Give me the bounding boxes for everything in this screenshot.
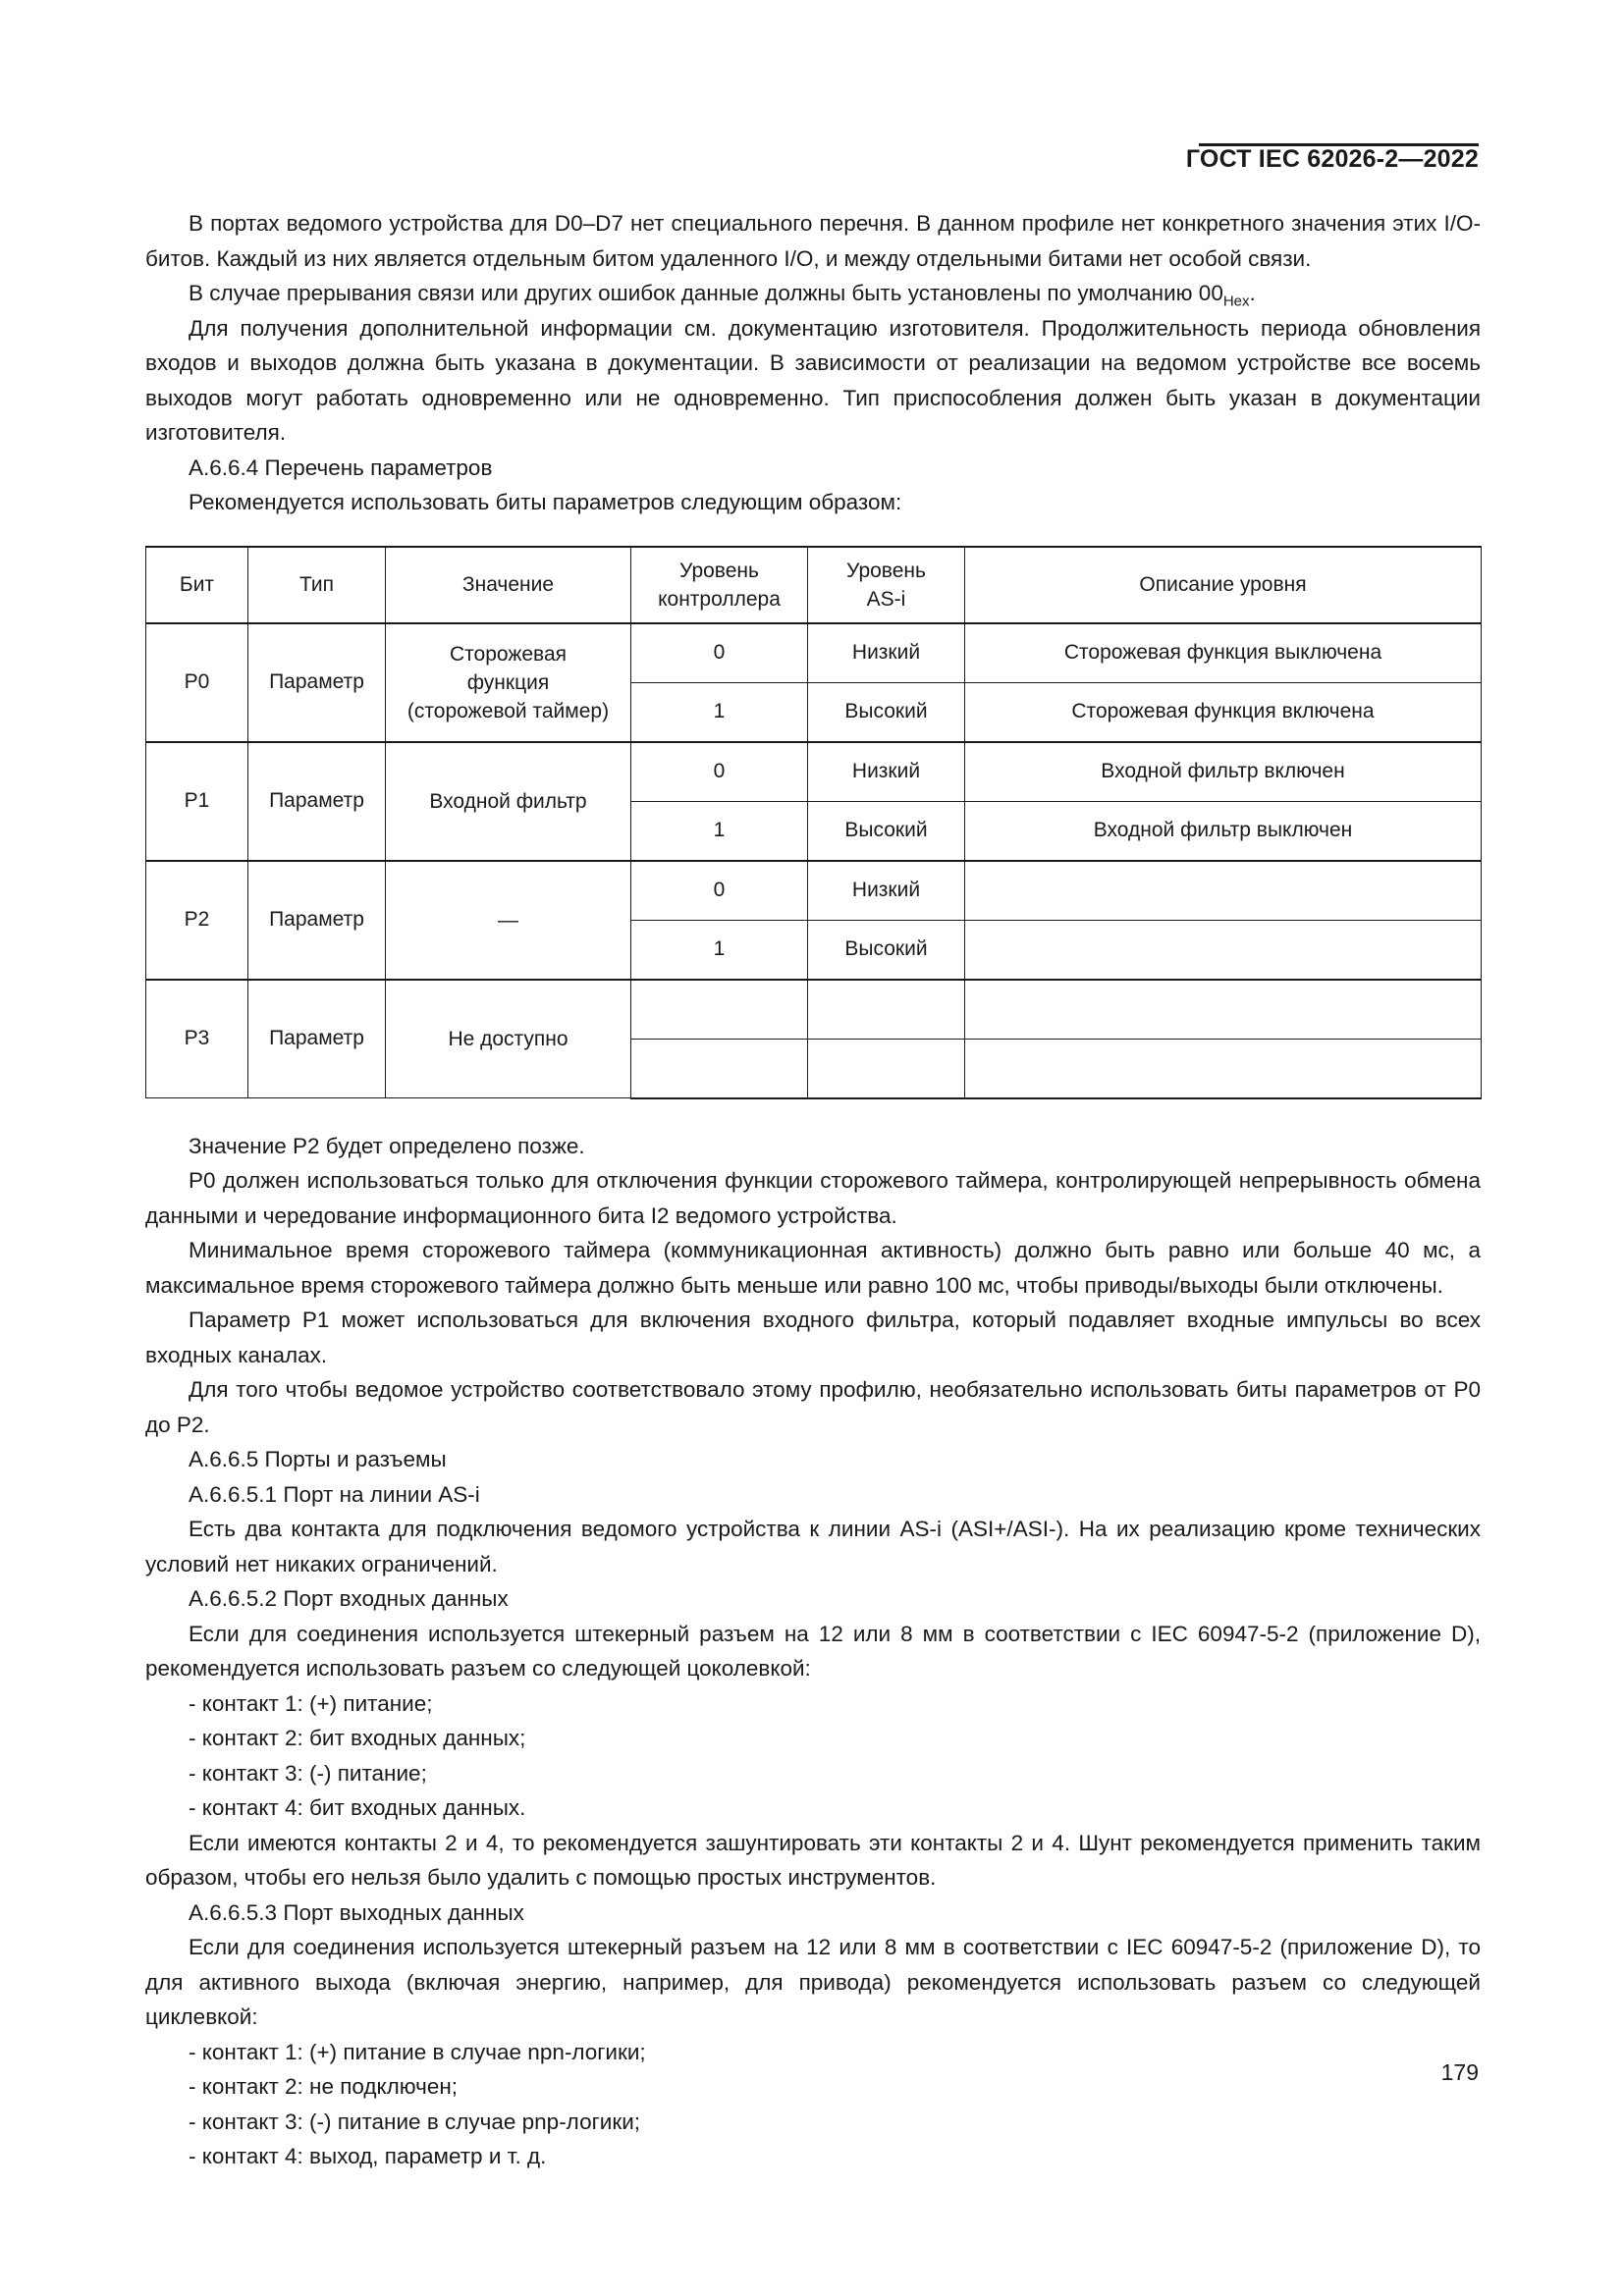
table-row — [146, 623, 1482, 683]
list-item-input-pin-1: - контакт 1: (+) питание; — [189, 1690, 433, 1716]
cell-type: Параметр — [248, 980, 386, 1098]
cell-value-line: функция — [466, 670, 550, 694]
heading-a-6-6-5-1: A.6.6.5.1 Порт на линии AS-i — [189, 1481, 480, 1507]
paragraph-default-hex — [145, 276, 1481, 311]
cell-asi-level: Высокий — [808, 920, 965, 980]
col-header-value: Значение — [386, 547, 631, 623]
list-item-input-pin-4: - контакт 4: бит входных данных. — [189, 1795, 526, 1820]
cell-value-line: Не доступно — [448, 1027, 568, 1050]
table-body — [146, 623, 1482, 1098]
cell-type: Параметр — [248, 623, 386, 742]
cell-level-description: Входной фильтр выключен — [965, 801, 1482, 861]
cell-asi-level: Высокий — [808, 801, 965, 861]
cell-level-description: Сторожевая функция выключена — [965, 623, 1482, 683]
cell-value — [386, 980, 631, 1098]
cell-level-description: Входной фильтр включен — [965, 742, 1482, 802]
list-item-output-pin-2: - контакт 2: не подключен; — [189, 2074, 459, 2099]
col-header-controller-level-line1: Уровень — [679, 559, 759, 582]
cell-controller-level: 1 — [631, 801, 808, 861]
heading-a-6-6-5-2: A.6.6.5.2 Порт входных данных — [189, 1586, 509, 1611]
cell-controller-level — [631, 980, 808, 1040]
col-header-bit: Бит — [146, 547, 248, 623]
list-item-input-pin-3: - контакт 3: (-) питание; — [189, 1760, 427, 1786]
col-header-asi-level — [808, 547, 965, 623]
cell-asi-level — [808, 980, 965, 1040]
cell-level-description — [965, 920, 1482, 980]
cell-controller-level: 1 — [631, 920, 808, 980]
cell-asi-level: Низкий — [808, 742, 965, 802]
paragraph-manufacturer-docs: Для получения дополнительной информации см. документацию изготовителя. Продолжительность периода обновления входов и выходов должна быть указана в документации. В зависимости от реализации на ведомом устройстве все восемь выходов могут работать одновременно или не одновременно. Тип приспособления должен быть указан в документации изготовителя. — [145, 315, 1481, 445]
paragraph-default-hex-text: В случае прерывания связи или других ошибок данные должны быть установлены по умолчанию 00 — [189, 281, 1223, 305]
paragraph-input-connector: Если для соединения используется штекерный разъем на 12 или 8 мм в соответствии с IEC 60947-5-2 (приложение D), рекомендуется использовать разъем со следующей цоколевкой: — [145, 1621, 1481, 1681]
cell-level-description: Сторожевая функция включена — [965, 682, 1482, 742]
cell-controller-level: 0 — [631, 623, 808, 683]
cell-level-description — [965, 980, 1482, 1040]
heading-a-6-6-4: A.6.6.4 Перечень параметров — [189, 454, 493, 480]
paragraph-shunt-pins: Если имеются контакты 2 и 4, то рекомендуется зашунтировать эти контакты 2 и 4. Шунт рекомендуется применить таким образом, чтобы его нельзя было удалить с помощью простых инструментов. — [145, 1830, 1481, 1890]
table-header-row — [146, 547, 1482, 623]
cell-type: Параметр — [248, 742, 386, 861]
cell-value-line: Входной фильтр — [429, 789, 587, 813]
cell-type: Параметр — [248, 861, 386, 980]
cell-value — [386, 861, 631, 980]
table-head — [146, 547, 1482, 623]
col-header-level-description: Описание уровня — [965, 547, 1482, 623]
paragraph-p0-watchdog: P0 должен использоваться только для отключения функции сторожевого таймера, контролирующей непрерывность обмена данными и чередование информационного бита I2 ведомого устройства. — [145, 1168, 1481, 1228]
table-row — [146, 861, 1482, 921]
cell-controller-level: 1 — [631, 682, 808, 742]
cell-bit: P1 — [146, 742, 248, 861]
col-header-asi-level-line2: AS-i — [866, 587, 906, 611]
cell-level-description — [965, 1039, 1482, 1098]
list-item-output-pin-4: - контакт 4: выход, параметр и т. д. — [189, 2144, 547, 2168]
table-row — [146, 742, 1482, 802]
table-row — [146, 980, 1482, 1040]
page-number: 179 — [1440, 2059, 1479, 2085]
cell-value — [386, 742, 631, 861]
col-header-asi-level-line1: Уровень — [846, 559, 926, 582]
heading-a-6-6-5-3: A.6.6.5.3 Порт выходных данных — [189, 1899, 524, 1925]
parameter-table-wrap — [145, 546, 1481, 1099]
cell-asi-level: Низкий — [808, 861, 965, 921]
list-item-output-pin-3: - контакт 3: (-) питание в случае pnp-логики; — [189, 2109, 641, 2134]
paragraph-default-hex-tail: . — [1249, 281, 1256, 305]
cell-controller-level: 0 — [631, 742, 808, 802]
cell-bit: P0 — [146, 623, 248, 742]
running-header: ГОСТ IEC 62026-2—2022 — [1185, 145, 1479, 173]
cell-controller-level: 0 — [631, 861, 808, 921]
col-header-type: Тип — [248, 547, 386, 623]
paragraph-p2-later: Значение P2 будет определено позже. — [189, 1133, 585, 1158]
list-item-output-pin-1: - контакт 1: (+) питание в случае npn-логики; — [189, 2039, 646, 2064]
page-content — [145, 206, 1481, 2174]
paragraph-ports-no-list: В портах ведомого устройства для D0–D7 нет специального перечня. В данном профиле нет конкретного значения этих I/O-битов. Каждый из них является отдельным битом удаленного I/O, и между отдельными битами нет особой связи. — [145, 211, 1481, 271]
paragraph-watchdog-timing: Минимальное время сторожевого таймера (коммуникационная активность) должно быть равно или больше 40 мс, а максимальное время сторожевого таймера должно быть меньше или равно 100 мс, чтобы приводы/выходы были отключены. — [145, 1238, 1481, 1298]
cell-value-line: (сторожевой таймер) — [406, 699, 610, 722]
cell-bit: P3 — [146, 980, 248, 1098]
heading-a-6-6-5: A.6.6.5 Порты и разъемы — [189, 1447, 447, 1471]
paragraph-output-connector: Если для соединения используется штекерный разъем на 12 или 8 мм в соответствии с IEC 60947-5-2 (приложение D), то для активного выхода (включая энергию, например, для привода) рекомендуется использовать разъем со следующей циклевкой: — [145, 1935, 1481, 2029]
hex-subscript: Hex — [1222, 293, 1250, 310]
paragraph-p1-filter: Параметр P1 может использоваться для включения входного фильтра, который подавляет входные импульсы во всех входных каналах. — [145, 1308, 1481, 1367]
cell-controller-level — [631, 1039, 808, 1098]
cell-asi-level: Высокий — [808, 682, 965, 742]
parameter-table — [145, 546, 1482, 1099]
cell-value — [386, 623, 631, 742]
cell-asi-level: Низкий — [808, 623, 965, 683]
cell-asi-level — [808, 1039, 965, 1098]
col-header-controller-level-line2: контроллера — [658, 587, 781, 611]
cell-value-line: — — [498, 908, 518, 932]
paragraph-recommend-bits: Рекомендуется использовать биты параметров следующим образом: — [189, 490, 902, 514]
col-header-controller-level — [631, 547, 808, 623]
cell-level-description — [965, 861, 1482, 921]
list-item-input-pin-2: - контакт 2: бит входных данных; — [189, 1726, 526, 1750]
cell-value-line: Сторожевая — [449, 642, 568, 666]
paragraph-asi-line-contacts: Есть два контакта для подключения ведомого устройства к линии AS-i (ASI+/ASI-). На их реализацию кроме технических условий нет никаких ограничений. — [145, 1517, 1481, 1576]
cell-bit: P2 — [146, 861, 248, 980]
paragraph-profile-optional-bits: Для того чтобы ведомое устройство соответствовало этому профилю, необязательно использовать биты параметров от P0 до P2. — [145, 1377, 1481, 1437]
